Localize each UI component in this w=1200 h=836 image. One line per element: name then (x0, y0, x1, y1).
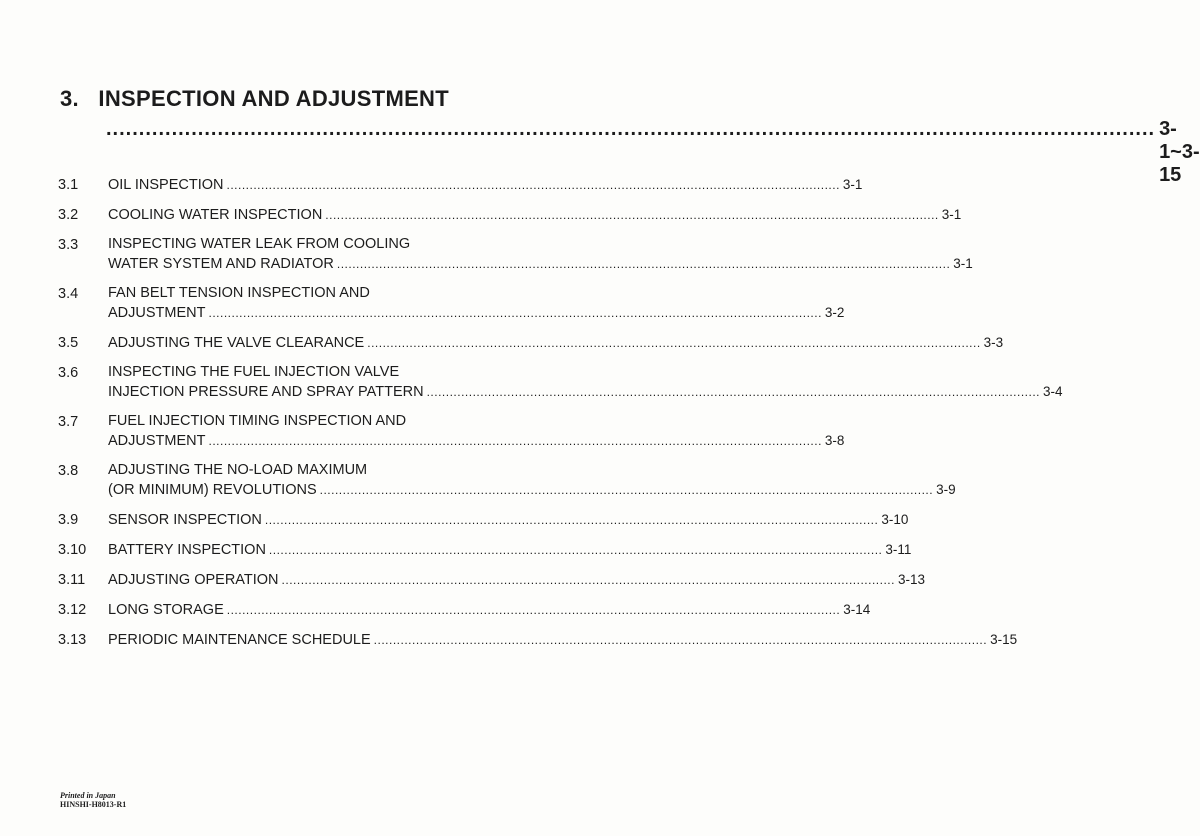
leader-dots (106, 118, 1155, 141)
toc-entry-title-line (108, 540, 911, 560)
toc-entry[interactable] (58, 412, 845, 451)
toc-entry-body (108, 600, 870, 620)
toc-entry-title: ADJUSTMENT (108, 305, 206, 321)
toc-entry-body (108, 510, 908, 530)
toc-entry-body (108, 333, 1003, 353)
toc-entry-body (108, 570, 925, 590)
toc-entry-title-line (108, 254, 973, 274)
toc-entry[interactable] (58, 461, 956, 500)
toc-entry[interactable] (58, 600, 871, 620)
leader-dots (317, 481, 936, 500)
leader-dots (334, 255, 953, 274)
toc-entry-title-line (108, 205, 961, 225)
toc-entry-body (108, 412, 844, 451)
toc-entry-number: 3.13 (58, 632, 87, 648)
toc-entry[interactable] (58, 284, 845, 323)
toc-entry-page: 3-3 (983, 335, 1004, 350)
toc-entry-number: 3.5 (58, 335, 79, 351)
leader-dots (322, 206, 941, 225)
toc-entry-page: 3-2 (824, 305, 845, 320)
toc-entry-title-line: INSPECTING THE FUEL INJECTION VALVE (108, 364, 400, 380)
toc-entry-title-line (108, 382, 1063, 402)
toc-entry[interactable] (58, 333, 1004, 353)
toc-entry-body (108, 205, 961, 225)
footer (60, 791, 126, 809)
toc-entry-title-line (108, 630, 1017, 650)
toc-entry-title-line (108, 175, 862, 195)
toc-entry-number: 3.2 (58, 207, 79, 223)
toc-entry[interactable] (58, 510, 909, 530)
toc-entry-number: 3.10 (58, 542, 87, 558)
toc-entry-title: INJECTION PRESSURE AND SPRAY PATTERN (108, 384, 424, 400)
toc-entry-title: ADJUSTING THE VALVE CLEARANCE (108, 335, 365, 351)
chapter-heading (60, 86, 449, 112)
leader-dots (371, 631, 990, 650)
toc-entry[interactable] (58, 540, 912, 560)
leader-dots (205, 432, 824, 451)
leader-dots (205, 304, 824, 323)
toc-entry-title-line (108, 480, 956, 500)
toc-entry-page: 3-8 (824, 433, 845, 448)
toc-entry-title-line (108, 303, 844, 323)
toc-entry-body (108, 461, 956, 500)
toc-entry-number: 3.1 (58, 177, 79, 193)
leader-dots (223, 176, 842, 195)
leader-dots (364, 334, 983, 353)
toc-entry-page: 3-1 (941, 207, 962, 222)
toc-entry-page: 3-1 (953, 256, 973, 271)
toc-entry-title: SENSOR INSPECTION (108, 512, 262, 528)
toc-entry-body (108, 363, 1063, 402)
toc-entry-body (108, 540, 911, 560)
toc-entry-page: 3-14 (843, 602, 871, 617)
leader-dots (279, 571, 898, 590)
toc-entry-title-line (108, 431, 844, 451)
toc-entry[interactable] (58, 175, 863, 195)
toc-entry-title: ADJUSTING OPERATION (108, 572, 279, 588)
toc-entry-number: 3.3 (58, 237, 79, 253)
leader-dots (266, 541, 885, 560)
toc-entry-page: 3-10 (881, 512, 909, 527)
toc-entry-number: 3.12 (58, 602, 87, 618)
toc-entry-page: 3-1 (842, 177, 863, 192)
toc-entry-page: 3-11 (885, 542, 912, 557)
document-code: HINSHI-H8013-R1 (60, 800, 127, 809)
printed-note: Printed in Japan (60, 791, 116, 800)
toc-entry[interactable] (58, 363, 1063, 402)
toc-entry-title-line (108, 510, 908, 530)
toc-entry[interactable] (58, 235, 973, 274)
toc-entry-title: ADJUSTMENT (108, 433, 206, 449)
toc-entry-body (108, 630, 1017, 650)
toc-entry-title-line (108, 570, 925, 590)
toc-entry-title-line (108, 600, 870, 620)
toc-entry-page: 3-4 (1043, 384, 1063, 399)
toc-entry-title-line (108, 333, 1003, 353)
toc-entry[interactable] (58, 570, 925, 590)
toc-entry-body (108, 235, 973, 274)
chapter-title: INSPECTION AND ADJUSTMENT (98, 86, 449, 111)
toc-entry-title: BATTERY INSPECTION (108, 542, 266, 558)
chapter-pages: 3-1~3-15 (1159, 118, 1200, 186)
table-of-contents (58, 175, 1063, 660)
leader-dots (224, 601, 843, 620)
toc-entry[interactable] (58, 205, 962, 225)
toc-entry-number: 3.11 (58, 572, 86, 588)
toc-entry-title: PERIODIC MAINTENANCE SCHEDULE (108, 632, 371, 648)
toc-entry-page: 3-9 (936, 482, 956, 497)
toc-entry-title: COOLING WATER INSPECTION (108, 207, 323, 223)
toc-entry-number: 3.6 (58, 365, 79, 381)
toc-entry-title-line: ADJUSTING THE NO-LOAD MAXIMUM (108, 462, 368, 478)
toc-entry-number: 3.4 (58, 286, 79, 302)
toc-entry-title: LONG STORAGE (108, 602, 224, 618)
toc-entry-number: 3.9 (58, 512, 79, 528)
toc-entry-title: WATER SYSTEM AND RADIATOR (108, 256, 334, 272)
leader-dots (424, 383, 1043, 402)
toc-entry-number: 3.7 (58, 414, 79, 430)
chapter-number: 3. (60, 86, 79, 111)
toc-entry-title-line: FAN BELT TENSION INSPECTION AND (108, 285, 370, 301)
toc-entry-page: 3-15 (990, 632, 1018, 647)
leader-dots (262, 511, 881, 530)
toc-entry-page: 3-13 (897, 572, 925, 587)
toc-entry-title: OIL INSPECTION (108, 177, 224, 193)
toc-entry-title: (OR MINIMUM) REVOLUTIONS (108, 482, 317, 498)
toc-entry-body (108, 175, 862, 195)
toc-entry-number: 3.8 (58, 463, 79, 479)
toc-entry[interactable] (58, 630, 1018, 650)
toc-entry-title-line: INSPECTING WATER LEAK FROM COOLING (108, 236, 411, 252)
toc-entry-title-line: FUEL INJECTION TIMING INSPECTION AND (108, 413, 407, 429)
toc-entry-body (108, 284, 844, 323)
